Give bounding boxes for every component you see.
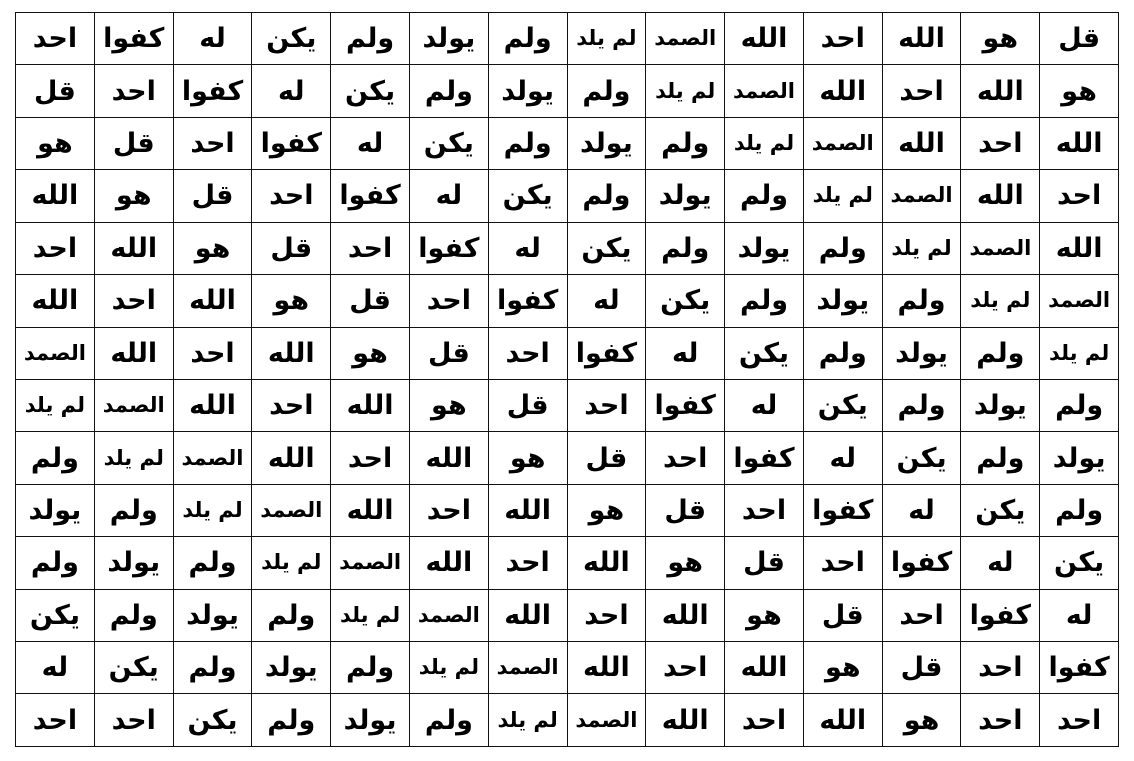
grid-cell: الله (409, 537, 488, 589)
grid-row (16, 170, 1119, 222)
grid-cell: هو (803, 642, 882, 694)
grid-cell: كفوا (725, 432, 804, 484)
grid-cell: الصمد (252, 484, 331, 536)
grid-cell: قل (882, 642, 961, 694)
grid-cell: احد (725, 484, 804, 536)
grid-cell: يولد (173, 589, 252, 641)
grid-cell: الله (567, 537, 646, 589)
grid-cell: الله (725, 642, 804, 694)
grid-cell: ولم (16, 537, 95, 589)
grid-cell: ولم (94, 484, 173, 536)
grid-cell: ولم (488, 117, 567, 169)
grid-cell: يكن (173, 694, 252, 747)
grid-cell: لم يلد (173, 484, 252, 536)
grid-cell: احد (173, 117, 252, 169)
grid-cell: قل (252, 222, 331, 274)
grid-cell: لم يلد (252, 537, 331, 589)
grid-cell: قل (409, 327, 488, 379)
grid-cell: الصمد (16, 327, 95, 379)
grid-cell: يكن (409, 117, 488, 169)
grid-cell: قل (646, 484, 725, 536)
grid-cell: كفوا (803, 484, 882, 536)
grid-cell: ولم (567, 170, 646, 222)
grid-row (16, 589, 1119, 641)
grid-cell: احد (94, 65, 173, 117)
grid-cell: الصمد (725, 65, 804, 117)
grid-cell: لم يلد (961, 275, 1040, 327)
grid-cell: الله (882, 13, 961, 65)
grid-cell: الله (488, 484, 567, 536)
grid-row (16, 379, 1119, 431)
grid-cell: يكن (331, 65, 410, 117)
grid-cell: احد (567, 379, 646, 431)
grid-cell: الله (94, 222, 173, 274)
grid-cell: يكن (882, 432, 961, 484)
grid-cell: ولم (882, 275, 961, 327)
grid-cell: الله (646, 694, 725, 747)
grid-cell: يولد (16, 484, 95, 536)
grid-cell: هو (488, 432, 567, 484)
grid-cell: ولم (725, 275, 804, 327)
grid-cell: قل (567, 432, 646, 484)
grid-cell: يولد (567, 117, 646, 169)
grid-cell: له (409, 170, 488, 222)
grid-cell: كفوا (488, 275, 567, 327)
grid-cell: يولد (252, 642, 331, 694)
grid-cell: له (331, 117, 410, 169)
grid-row (16, 537, 1119, 589)
grid-cell: لم يلد (409, 642, 488, 694)
word-grid-body (16, 13, 1119, 747)
grid-cell: قل (488, 379, 567, 431)
grid-cell: ولم (1040, 484, 1119, 536)
grid-cell: الصمد (94, 379, 173, 431)
grid-cell: هو (567, 484, 646, 536)
grid-cell: له (961, 537, 1040, 589)
grid-cell: احد (803, 537, 882, 589)
grid-cell: هو (961, 13, 1040, 65)
word-grid-container (15, 12, 1119, 747)
grid-cell: قل (803, 589, 882, 641)
grid-cell: احد (725, 694, 804, 747)
grid-cell: احد (882, 589, 961, 641)
grid-cell: هو (646, 537, 725, 589)
grid-cell: احد (409, 484, 488, 536)
grid-cell: يكن (646, 275, 725, 327)
grid-cell: له (803, 432, 882, 484)
grid-cell: الله (488, 589, 567, 641)
grid-row (16, 117, 1119, 169)
grid-cell: كفوا (173, 65, 252, 117)
grid-cell: الله (961, 170, 1040, 222)
grid-cell: لم يلد (16, 379, 95, 431)
grid-cell: قل (331, 275, 410, 327)
grid-cell: ولم (173, 537, 252, 589)
grid-cell: ولم (331, 13, 410, 65)
grid-cell: الصمد (488, 642, 567, 694)
grid-cell: كفوا (882, 537, 961, 589)
grid-cell: لم يلد (725, 117, 804, 169)
grid-cell: الصمد (567, 694, 646, 747)
grid-cell: هو (94, 170, 173, 222)
grid-cell: كفوا (1040, 642, 1119, 694)
grid-cell: الصمد (331, 537, 410, 589)
grid-cell: لم يلد (331, 589, 410, 641)
grid-cell: احد (331, 432, 410, 484)
grid-cell: الله (803, 694, 882, 747)
grid-cell: ولم (252, 589, 331, 641)
grid-cell: الله (567, 642, 646, 694)
grid-cell: الله (961, 65, 1040, 117)
grid-cell: احد (803, 13, 882, 65)
grid-cell: هو (252, 275, 331, 327)
grid-cell: هو (882, 694, 961, 747)
grid-cell: يولد (1040, 432, 1119, 484)
grid-cell: يكن (1040, 537, 1119, 589)
grid-cell: يولد (488, 65, 567, 117)
grid-cell: له (882, 484, 961, 536)
grid-cell: ولم (646, 117, 725, 169)
grid-cell: يولد (725, 222, 804, 274)
grid-row (16, 327, 1119, 379)
grid-cell: الله (173, 379, 252, 431)
grid-cell: ولم (567, 65, 646, 117)
grid-cell: ولم (331, 642, 410, 694)
grid-cell: الصمد (646, 13, 725, 65)
grid-cell: احد (173, 327, 252, 379)
grid-cell: احد (646, 432, 725, 484)
grid-cell: يكن (803, 379, 882, 431)
grid-cell: كفوا (409, 222, 488, 274)
grid-cell: يكن (252, 13, 331, 65)
grid-cell: كفوا (646, 379, 725, 431)
grid-row (16, 484, 1119, 536)
grid-cell: ولم (646, 222, 725, 274)
grid-cell: الله (252, 432, 331, 484)
grid-cell: قل (16, 65, 95, 117)
grid-cell: الله (409, 432, 488, 484)
grid-cell: يكن (567, 222, 646, 274)
grid-cell: ولم (16, 432, 95, 484)
grid-cell: هو (725, 589, 804, 641)
grid-cell: له (252, 65, 331, 117)
grid-cell: له (488, 222, 567, 274)
grid-cell: يكن (725, 327, 804, 379)
grid-cell: الله (803, 65, 882, 117)
grid-row (16, 222, 1119, 274)
grid-cell: الصمد (961, 222, 1040, 274)
grid-cell: الله (331, 379, 410, 431)
grid-cell: احد (488, 327, 567, 379)
grid-cell: قل (1040, 13, 1119, 65)
grid-cell: لم يلد (646, 65, 725, 117)
grid-cell: يولد (409, 13, 488, 65)
grid-cell: له (173, 13, 252, 65)
grid-cell: احد (567, 589, 646, 641)
grid-cell: احد (16, 694, 95, 747)
grid-cell: احد (252, 379, 331, 431)
grid-cell: لم يلد (1040, 327, 1119, 379)
grid-cell: يولد (803, 275, 882, 327)
grid-cell: كفوا (567, 327, 646, 379)
grid-cell: يكن (94, 642, 173, 694)
grid-cell: احد (94, 275, 173, 327)
grid-cell: يولد (94, 537, 173, 589)
word-grid-table (15, 12, 1119, 747)
grid-cell: لم يلد (882, 222, 961, 274)
grid-cell: احد (16, 222, 95, 274)
grid-cell: يكن (961, 484, 1040, 536)
grid-cell: كفوا (252, 117, 331, 169)
grid-cell: احد (646, 642, 725, 694)
grid-cell: الله (94, 327, 173, 379)
grid-cell: لم يلد (488, 694, 567, 747)
grid-cell: هو (16, 117, 95, 169)
grid-cell: قل (725, 537, 804, 589)
grid-cell: لم يلد (567, 13, 646, 65)
grid-cell: هو (173, 222, 252, 274)
grid-cell: احد (1040, 170, 1119, 222)
grid-cell: الصمد (409, 589, 488, 641)
grid-cell: احد (882, 65, 961, 117)
grid-cell: ولم (961, 327, 1040, 379)
grid-cell: ولم (252, 694, 331, 747)
grid-cell: ولم (409, 65, 488, 117)
grid-cell: الله (252, 327, 331, 379)
grid-cell: ولم (1040, 379, 1119, 431)
grid-cell: قل (94, 117, 173, 169)
grid-cell: يولد (646, 170, 725, 222)
grid-cell: الصمد (173, 432, 252, 484)
grid-cell: هو (409, 379, 488, 431)
grid-cell: ولم (961, 432, 1040, 484)
grid-cell: ولم (882, 379, 961, 431)
grid-cell: له (1040, 589, 1119, 641)
grid-row (16, 432, 1119, 484)
grid-cell: ولم (409, 694, 488, 747)
grid-row (16, 275, 1119, 327)
grid-cell: احد (1040, 694, 1119, 747)
grid-cell: احد (488, 537, 567, 589)
grid-cell: يولد (882, 327, 961, 379)
grid-row (16, 65, 1119, 117)
grid-cell: ولم (488, 13, 567, 65)
grid-cell: احد (16, 13, 95, 65)
grid-cell: كفوا (94, 13, 173, 65)
grid-cell: الله (1040, 117, 1119, 169)
grid-cell: الله (882, 117, 961, 169)
grid-cell: له (725, 379, 804, 431)
grid-cell: الصمد (803, 117, 882, 169)
grid-cell: يكن (16, 589, 95, 641)
grid-cell: لم يلد (94, 432, 173, 484)
grid-cell: الصمد (882, 170, 961, 222)
grid-cell: ولم (803, 327, 882, 379)
grid-cell: احد (961, 642, 1040, 694)
grid-cell: الله (646, 589, 725, 641)
grid-cell: الله (725, 13, 804, 65)
grid-row (16, 694, 1119, 747)
grid-cell: له (16, 642, 95, 694)
grid-cell: الله (173, 275, 252, 327)
grid-cell: يولد (961, 379, 1040, 431)
grid-cell: احد (409, 275, 488, 327)
grid-cell: الصمد (1040, 275, 1119, 327)
grid-cell: كفوا (331, 170, 410, 222)
grid-cell: ولم (173, 642, 252, 694)
grid-cell: ولم (725, 170, 804, 222)
grid-cell: احد (331, 222, 410, 274)
grid-cell: الله (16, 275, 95, 327)
grid-cell: ولم (803, 222, 882, 274)
grid-cell: الله (1040, 222, 1119, 274)
grid-cell: قل (173, 170, 252, 222)
grid-cell: يكن (488, 170, 567, 222)
grid-cell: له (646, 327, 725, 379)
grid-cell: كفوا (961, 589, 1040, 641)
grid-cell: هو (331, 327, 410, 379)
grid-cell: هو (1040, 65, 1119, 117)
grid-cell: ولم (94, 589, 173, 641)
grid-row (16, 642, 1119, 694)
grid-row (16, 13, 1119, 65)
grid-cell: احد (252, 170, 331, 222)
grid-cell: يولد (331, 694, 410, 747)
grid-cell: احد (961, 694, 1040, 747)
grid-cell: احد (961, 117, 1040, 169)
grid-cell: لم يلد (803, 170, 882, 222)
grid-cell: احد (94, 694, 173, 747)
grid-cell: الله (331, 484, 410, 536)
grid-cell: له (567, 275, 646, 327)
grid-cell: الله (16, 170, 95, 222)
